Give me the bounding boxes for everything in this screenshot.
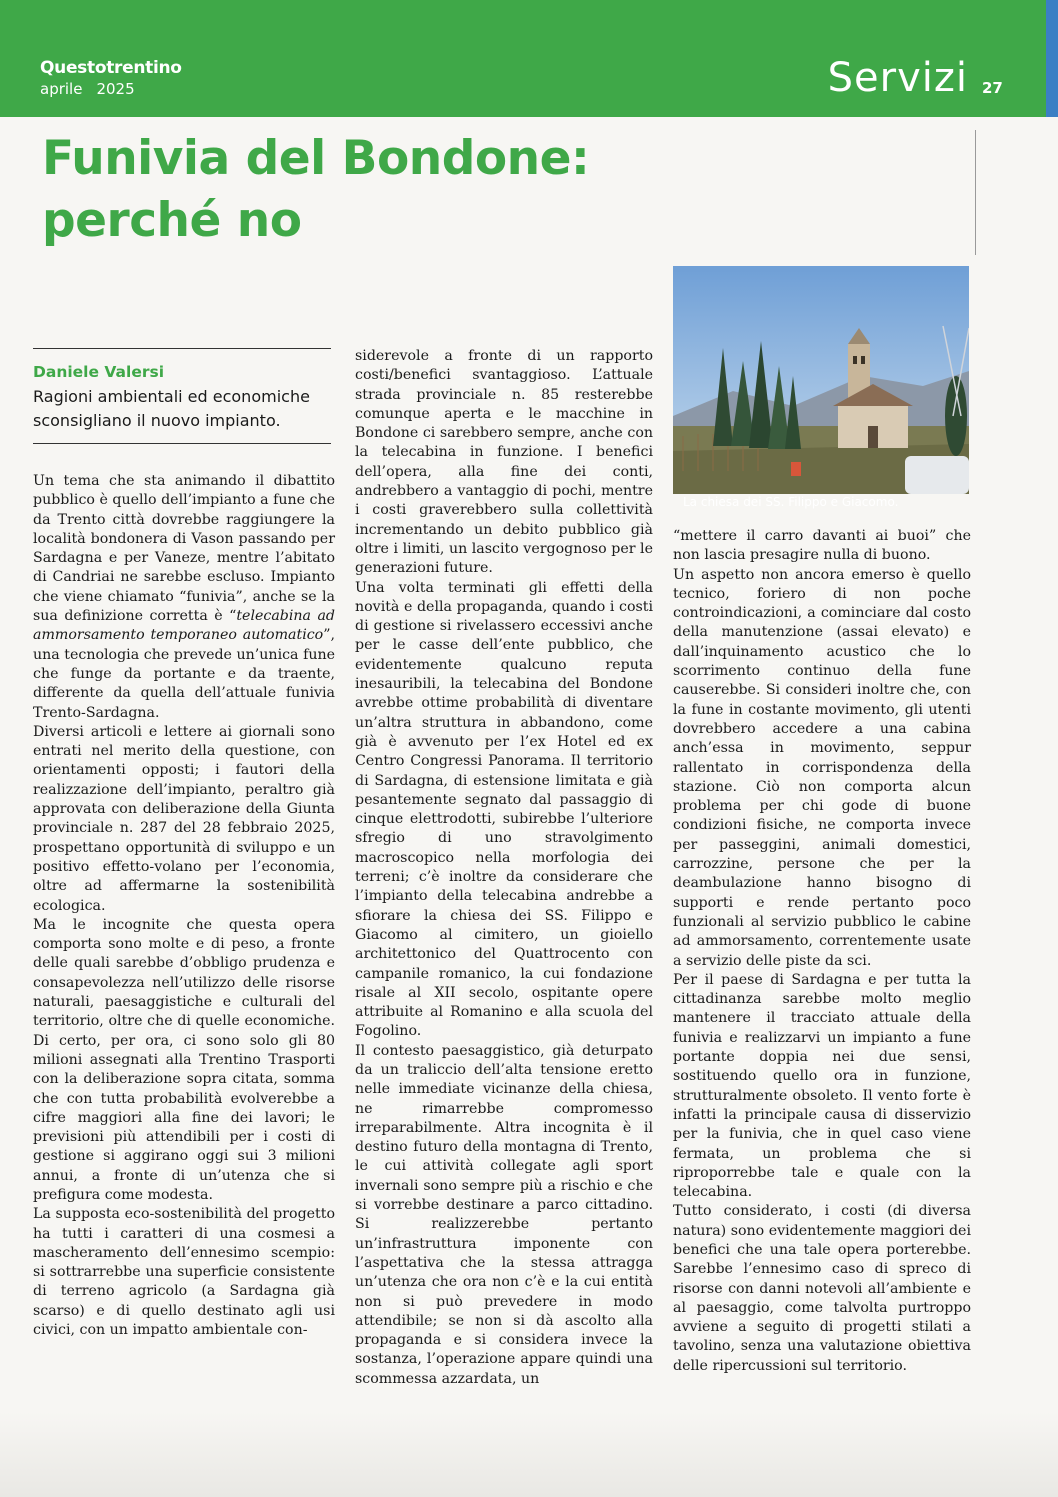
byline-box bbox=[33, 348, 331, 444]
byline-top-rule bbox=[33, 348, 331, 349]
photo-caption: La chiesa dei SS. Filippo e Giacomo. bbox=[683, 495, 899, 509]
paragraph: Ma le incognite che questa opera comporta sono molte e di peso, a fronte delle quali sarebbe d’obbligo prudenza e consapevolezza nell’utilizzo delle risorse naturali, paesaggistiche e culturali del territorio, oltre che di quelle economiche. Di certo, per ora, ci sono solo gli 80 milioni assegnati alla Trentino Trasporti con la deliberazione sopra citata, somma che con tutta probabilità evolverebbe a cifre maggiori alla fine dei lavori; le previsioni più attendibili per i costi di gestione si aggirano oggi sui 3 milioni annui, a fronte di un’utenza che si prefigura come modesta. bbox=[33, 916, 335, 1203]
issue-year: 2025 bbox=[96, 80, 135, 98]
paragraph: Diversi articoli e lettere ai giornali sono entrati nel merito della questione, con orientamenti opposti; i fautori della realizzazione dell’impianto, peraltro già approvata con deliberazione della Giunta provinciale n. 287 del 28 febbraio 2025, prospettano opportunità di sviluppo e un positivo effetto-volano per l’economia, oltre ad affermarne la sostenibilità ecologica. bbox=[33, 723, 335, 914]
header-accent-stripe bbox=[1046, 0, 1058, 117]
text-run: ”, una tecnologia che prevede un’unica fune che funge da portante e da traente, differente da quella dell’attuale funivia Trento-Sardagna. bbox=[33, 627, 335, 721]
author-name: Daniele Valersi bbox=[33, 363, 165, 381]
paragraph: La supposta eco-sostenibilità del progetto ha tutti i caratteri di una cosmesi a mascheramento dell’ennesimo scempio: si sottrarrebbe una superficie consistente di terreno agricolo (a Sardagna già scarso) e di quello destinato agli usi civici, con un impatto ambientale con- bbox=[33, 1206, 335, 1339]
column-2 bbox=[355, 347, 653, 1389]
article-subtitle: Ragioni ambientali ed economiche sconsigliano il nuovo impianto. bbox=[33, 387, 310, 430]
paragraph: siderevole a fronte di un rapporto costi/benefici svantaggioso. L’attuale strada provinciale n. 85 resterebbe comunque aperta e le macchine in Bondone ci sarebbero sempre, anche con la telecabina in funzione. I benefici dell’opera, alla fine dei conti, andrebbero a vantaggio di pochi, mentre i costi graverebbero sulla collettività incrementando un debito pubblico già oltre i limiti, un lascito vergognoso per le generazioni future. bbox=[355, 348, 653, 577]
title-line-2: perché no bbox=[42, 193, 302, 248]
page-bottom-shade bbox=[0, 1412, 1058, 1497]
article-title bbox=[42, 128, 682, 252]
paragraph: Per il paese di Sardagna e per tutta la cittadinanza sarebbe molto meglio mantenere il tracciato attuale della funivia e realizzarvi un impianto a fune portante doppia nei due sensi, sostituendo quello ora in funzione, strutturalmente obsoleto. Il vento forte è infatti la principale causa di disservizio per la funivia, che in quel caso viene fermata, un problema che si riproporrebbe tale e quale con la telecabina. bbox=[673, 971, 971, 1201]
magazine-name: Questotrentino bbox=[40, 58, 182, 78]
page-header bbox=[0, 0, 1058, 117]
column-3 bbox=[673, 527, 971, 1376]
byline-bottom-rule bbox=[33, 443, 331, 444]
paragraph: Tutto considerato, i costi (di diversa natura) sono evidentemente maggiori dei benefici che una tale opera porterebbe. Sarebbe l’ennesimo caso di spreco di risorse con danni notevoli all’ambiente e al paesaggio, come talvolta purtroppo avviene a seguito di progetti stilati a tavolino, senza una valutazione obiettiva delle ripercussioni sul territorio. bbox=[673, 1203, 971, 1374]
page-number: 27 bbox=[982, 79, 1003, 97]
paragraph: Una volta terminati gli effetti della novità e della propaganda, quando i costi di gestione si rivelassero eccessivi anche per le casse dell’ente pubblico, che evidentemente qualcuno reputa inesauribili, la telecabina del Bondone avrebbe ottime probabilità di diventare un’altra struttura in abbandono, come già è avvenuto per l’ex Hotel ed ex Centro Congressi Panorama. Il territorio di Sardagna, di estensione limitata e già pesantemente segnato dal passaggio di cinque elettrodotti, subirebbe l’ulteriore sfregio di uno stravolgimento macroscopico nella morfologia dei terreni; c’è inoltre da considerare che l’impianto della telecabina andrebbe a sfiorare la chiesa dei SS. Filippo e Giacomo al cimitero, un gioiello architettonico del Quattrocento con campanile romanico, la cui fondazione risale al XII secolo, ospitante opere attribuite al Romanino e alla scuola del Fogolino. bbox=[355, 579, 653, 1040]
paragraph bbox=[33, 472, 335, 723]
text-run: Un tema che sta animando il dibattito pubblico è quello dell’impianto a fune che da Trento città dovrebbe raggiungere la località bondonera di Vason passando per Sardagna e per Vaneze, mentre l’abitato di Candriai ne sarebbe escluso. Impianto che viene chiamato “funivia”, anche se la sua definizione corretta è “ bbox=[33, 473, 336, 625]
column-1 bbox=[33, 472, 335, 1340]
church-photo bbox=[673, 266, 969, 494]
issue-month: aprile bbox=[40, 80, 83, 98]
paragraph: Un aspetto non ancora emerso è quello tecnico, foriero di non poche controindicazioni, a cominciare dal costo della manutenzione (assai elevato) e dall’inquinamento acustico che lo scorrimento continuo della fune causerebbe. Si consideri inoltre che, con la fune in costante movimento, gli utenti dovrebbero accedere a una cabina anch’essa in movimento, seppur rallentato in corrispondenza della stazione. Ciò non comporta alcun problema per chi gode di buone condizioni fisiche, ne comporta invece per passeggini, animali domestici, carrozzine, persone che per la deambulazione hanno bisogno di supporti e rende pertanto poco funzionali al servizio pubblico le cabine ad ammorsamento, correntemente usate a servizio delle piste da sci. bbox=[673, 566, 971, 969]
title-line-1: Funivia del Bondone: bbox=[42, 131, 590, 186]
paragraph: “mettere il carro davanti ai buoi” che non lascia presagire nulla di buono. bbox=[673, 528, 971, 564]
issue-date bbox=[40, 80, 135, 98]
column-rule bbox=[975, 130, 976, 255]
paragraph: Il contesto paesaggistico, già deturpato da un traliccio dell’alta tensione eretto nelle immediate vicinanze della chiesa, ne rimarrebbe compromesso irreparabilmente. Altra incognita è il destino futuro della montagna di Trento, le cui attività collegate agli sport invernali sono sempre più a rischio e che si vorrebbe destinare a parco cittadino. Si realizzerebbe pertanto un’infrastruttura imponente con l’aspettativa che la stessa attragga un’utenza che ora non c’è e la cui entità non si può prevedere in modo attendibile; se non si dà ascolto alla propaganda e si considera invece la sostanza, l’operazione appare quindi una scommessa azzardata, un bbox=[355, 1042, 653, 1387]
italic-term: telecabina ad ammorsamento temporaneo automatico bbox=[33, 608, 336, 644]
church-illustration bbox=[673, 266, 969, 494]
section-title: Servizi bbox=[827, 55, 968, 101]
